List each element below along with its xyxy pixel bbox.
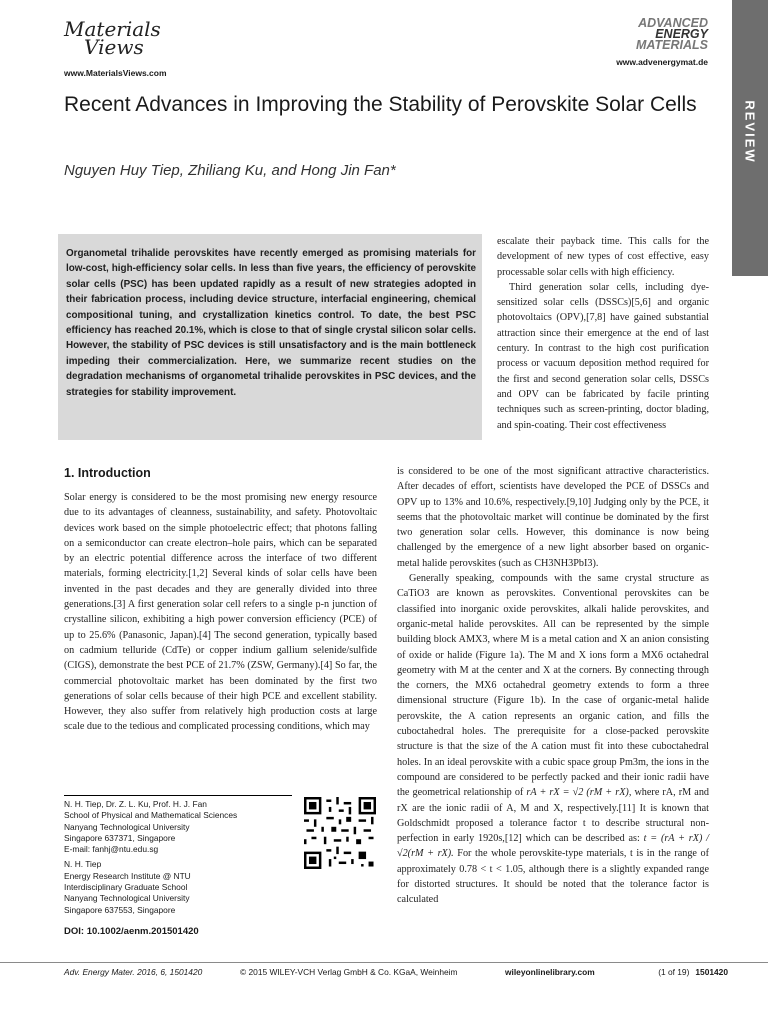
aem-logo-line-3: MATERIALS — [636, 38, 708, 52]
footer-site[interactable]: wileyonlinelibrary.com — [505, 967, 595, 977]
affiliation-line: N. H. Tiep, Dr. Z. L. Ku, Prof. H. J. Fan — [64, 799, 207, 809]
logo-word-1: Materials — [64, 17, 161, 41]
section-heading: 1. Introduction — [64, 466, 151, 480]
affiliation-line: Energy Research Institute @ NTU — [64, 870, 191, 881]
paragraph: Third generation solar cells, including dye-sensitized solar cells (DSSCs)[5,6] and organic photovoltaics (OPV),[7,8] have gained substantial attraction since their emergence at the end of last century. In contrast to the high cost purification process or vacuum deposition method required for the first and second generation solar cells, DSSCs and OPV can be fabricated by facile printing techniques such as screen-printing, doctor blading, and spin-coating. Their cost effectiveness — [497, 281, 709, 431]
right-column-main — [397, 464, 709, 908]
logo-word-2: Views — [84, 35, 144, 59]
qr-code-icon — [304, 797, 376, 869]
article-title: Recent Advances in Improving the Stability of Perovskite Solar Cells — [64, 93, 697, 116]
affiliation-email[interactable]: E-mail: fanhj@ntu.edu.sg — [64, 844, 159, 855]
affiliation-rule — [64, 795, 292, 796]
paragraph-part: For the whole perovskite-type materials, t is in the range of approximately 0.78 < t < 1.05, although there is a slightly expanded range for distorted structures. It should be noted that the tolerance factor is calculated — [397, 848, 710, 906]
paragraph: is considered to be one of the most significant attractive characteristics. After decades of effort, scientists have developed the PCE of DSSCs and OPV up to 13% and 10.6%, respectively.[9,10] Judging only by the PCE, it seems that the photovoltaic market will continue be dominated by the first two generation solar cells. However, this dominance is now being challenged by the emergence of a new light absorber based on organic-metal halide perovskites (such as CH3NH3PbI3). — [397, 466, 709, 569]
paragraph: Solar energy is considered to be the most promising new energy resource due to its advantages of cleanness, sustainability, and safety. Photovoltaic devices work based on the simple photoelectric effect; that photons falling on a semiconductor can create electron–hole pairs, which can be separated by an electric potential difference across the interface of two different materials, forming electricity.[1,2] Several kinds of solar cells have been invented in the past decades and they are generally divided into three generations.[3] A first generation solar cell refers to a single p-n junction of crystalline silicon, exhibiting a high power conversion efficiency (PCE) of up to 25.6% (Panasonic, Japan).[4] The second generation, typically based on cadmium telluride (CdTe) or copper indium gallium selenide/sulfide (CIGS), demonstrate the best PCE of 21.7% (ZSW, Germany).[4] So far, the commercial photovoltaic market has been dominated by the first two generations of solar cells because of their high PCE and excellent stability. However, they also suffer from relatively high production costs at large scale due to the tedious and complicated processing conditions, which may — [64, 492, 377, 733]
aem-logo-line-1: ADVANCED — [638, 16, 708, 30]
equation: rA + rX = √2 (rM + rX), — [526, 787, 632, 799]
materials-views-logo — [64, 17, 161, 59]
affiliation-line: N. H. Tiep — [64, 859, 102, 870]
aem-url[interactable]: www.advenergymat.de — [616, 57, 708, 67]
affiliation-line: Singapore 637371, Singapore — [64, 832, 176, 843]
affiliation-line: Interdisciplinary Graduate School — [64, 882, 188, 893]
equation: t = (rA + rX) / √2(rM + rX). — [397, 833, 710, 860]
section-tab — [732, 0, 768, 276]
paragraph-part: where rA, rM and rX are the ionic radii of A, M and X, respectively.[11] It is known that Goldschmidt proposed a tolerance factor t to describe structural non-perfection in early 1920s,[12] which can be described as: — [397, 787, 710, 845]
paragraph: escalate their payback time. This calls for the development of new types of cost effective, easy processable solar cells with high efficiency. — [497, 236, 709, 278]
footer-rule — [0, 962, 768, 963]
footer-page — [658, 967, 728, 977]
affiliation-line: Singapore 637553, Singapore — [64, 904, 176, 915]
intro-left-column — [64, 490, 377, 735]
affiliation-line: Nanyang Technological University — [64, 893, 190, 904]
paragraph-part: Generally speaking, compounds with the same crystal structure as CaTiO3 are known as perovskites. Conventional perovskites can be classified into inorganic oxide perovskites, alkali halide perovskites, and organic-metal halide perovskites. All can be represented by the simple building block AMX3, where M is a metal cation and X an anion consisting of oxide or halide (Figure 1a). The M and X ions form a MX6 octahedral geometry with M at the center and X at the corners. By connecting through the corners, the MX6 octahedral geometry extends to form a three dimensional structure (Figure 1b). In the case of organic-metal halide perovskite, the A cation represents an organic cation, and fills the cuboctahedral holes. The prerequisite for a close-packed perovskite structure is that the size of the A cation must fit into these cuboctahedral holes. In an ideal perovskite with a cubic space group Pm3m, the ions in the compound are considered to be perfectly packed and their ionic radii have the geometrical relationship of — [397, 573, 709, 799]
paragraph — [397, 571, 709, 908]
doi[interactable]: DOI: 10.1002/aenm.201501420 — [64, 926, 199, 937]
advanced-energy-materials-logo — [636, 18, 708, 51]
article-authors: Nguyen Huy Tiep, Zhiliang Ku, and Hong Jin Fan* — [64, 162, 396, 179]
affiliations — [64, 799, 304, 916]
footer-article-number: 1501420 — [695, 967, 728, 977]
materials-views-url[interactable]: www.MaterialsViews.com — [64, 68, 167, 78]
footer-page-number: (1 of 19) — [658, 967, 690, 977]
aem-logo-line-2: ENERGY — [655, 27, 708, 41]
affiliation-line: Nanyang Technological University — [64, 821, 190, 832]
right-column-top — [497, 234, 709, 433]
affiliation-line: School of Physical and Mathematical Sciences — [64, 810, 238, 821]
footer-journal: Adv. Energy Mater. 2016, 6, 1501420 — [64, 967, 203, 977]
abstract-text: Organometal trihalide perovskites have recently emerged as promising materials for low-cost, high-efficiency solar cells. In less than five years, the efficiency of perovskite solar cells (PSC) has been updated rapidly as a result of new strategies adopted in their fabrication process, including device structure, interfacial engineering, chemical compositional tuning, and crystallization kinetics control. To date, the best PSC efficiency has reached 20.1%, which is close to that of single crystal silicon solar cells. However, the stability of PSC devices is still unsatisfactory and is the main bottleneck impeding their commercialization. Here, we summarize recent studies on the degradation mechanisms of organometal trihalide perovskites in PSC devices, and the strategies for stability improvement. — [66, 248, 476, 398]
footer-copyright: © 2015 WILEY-VCH Verlag GmbH & Co. KGaA, Weinheim — [240, 967, 458, 977]
section-tab-label: REVIEW — [742, 100, 758, 164]
